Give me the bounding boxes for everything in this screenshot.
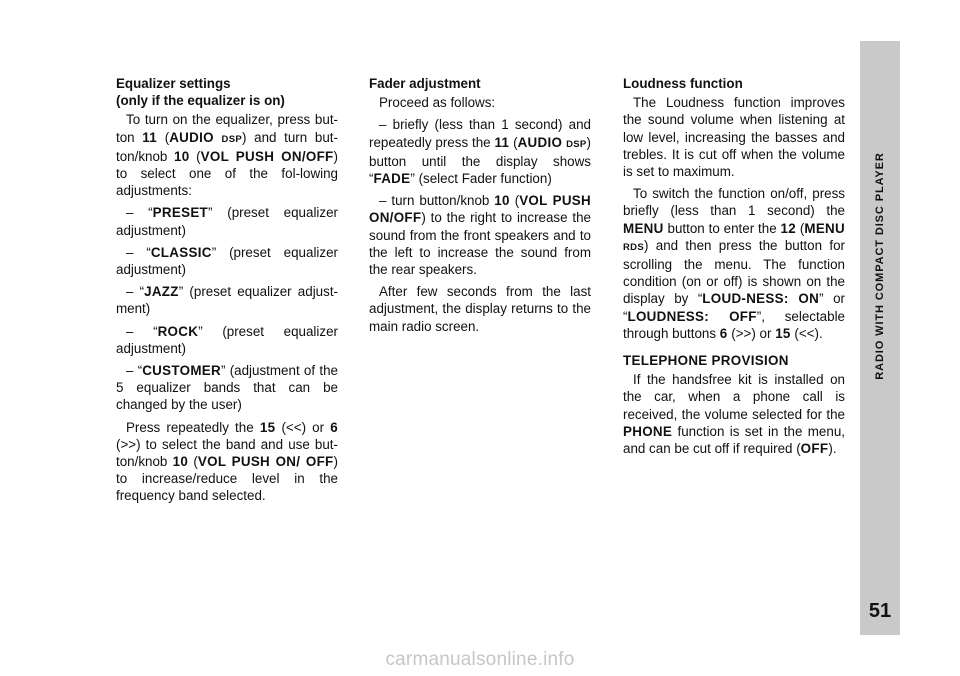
heading-equalizer-settings: Equalizer settings (only if the equalizer is on)	[116, 76, 285, 109]
heading-fader-adjustment: Fader adjustment	[369, 76, 481, 91]
paragraph-fader-step2: – turn button/knob 10 (VOL PUSH ON/OFF) to the right to increase the sound from the front speakers and to the left to increase the sound from the rear speakers.	[369, 193, 592, 278]
heading-loudness-function: Loudness function	[623, 76, 743, 91]
list-item-preset: – “PRESET” (preset equalizer adjustment)	[116, 205, 338, 238]
chapter-title: RADIO WITH COMPACT DISC PLAYER	[874, 152, 886, 380]
paragraph-loudness-switch: To switch the function on/off, press briefly (less than 1 second) the MENU button to enter the 12 (MENU RDS) and then press the button for scrolling the menu. The function condition (on or off) is shown on the display by “LOUD-NESS: ON” or “LOUDNESS: OFF”, selectable through buttons 6 (>>) or 15 (<<).	[623, 186, 845, 341]
page-number: 51	[868, 600, 892, 622]
column-fader	[369, 75, 591, 340]
chapter-sidebar	[860, 41, 900, 635]
column-equalizer	[116, 75, 338, 510]
list-item-classic: – “CLASSIC” (preset equalizer adjustment)	[116, 244, 338, 278]
paragraph-fader-return: After few seconds from the last adjustment, the display returns to the main radio screen.	[369, 284, 591, 334]
paragraph-fader-step1: – briefly (less than 1 second) and repeatedly press the 11 (AUDIO DSP) button until the display shows “FADE” (select Fader function)	[369, 117, 591, 187]
watermark: carmanualsonline.info	[385, 649, 575, 670]
paragraph-telephone: If the handsfree kit is installed on the car, when a phone call is received, the volume selected for the PHONE function is set in the menu, and can be cut off if required (OFF).	[623, 372, 845, 457]
paragraph-band-selection: Press repeatedly the 15 (<<) or 6 (>>) to select the band and use but-ton/knob 10 (VOL PUSH ON/ OFF) to increase/reduce level in the frequency band selected.	[116, 419, 339, 504]
list-item-customer: – “CUSTOMER” (adjustment of the 5 equalizer bands that can be changed by the user)	[116, 363, 338, 413]
paragraph-equalizer-intro: To turn on the equalizer, press but-ton 11 (AUDIO DSP) and turn but-ton/knob 10 (VOL PUSH ON/OFF) to select one of the fol-lowing adjustments:	[116, 112, 339, 199]
paragraph-loudness-intro: The Loudness function improves the sound volume when listening at low level, increasing the basses and trebles. It is cut off when the volume is set to maximum.	[623, 95, 845, 180]
heading-telephone-provision: TELEPHONE PROVISION	[623, 353, 789, 369]
paragraph-proceed: Proceed as follows:	[379, 95, 496, 111]
list-item-jazz: – “JAZZ” (preset equalizer adjust-ment)	[116, 284, 338, 317]
column-loudness	[623, 75, 845, 462]
list-item-rock: – “ROCK” (preset equalizer adjustment)	[116, 323, 338, 356]
